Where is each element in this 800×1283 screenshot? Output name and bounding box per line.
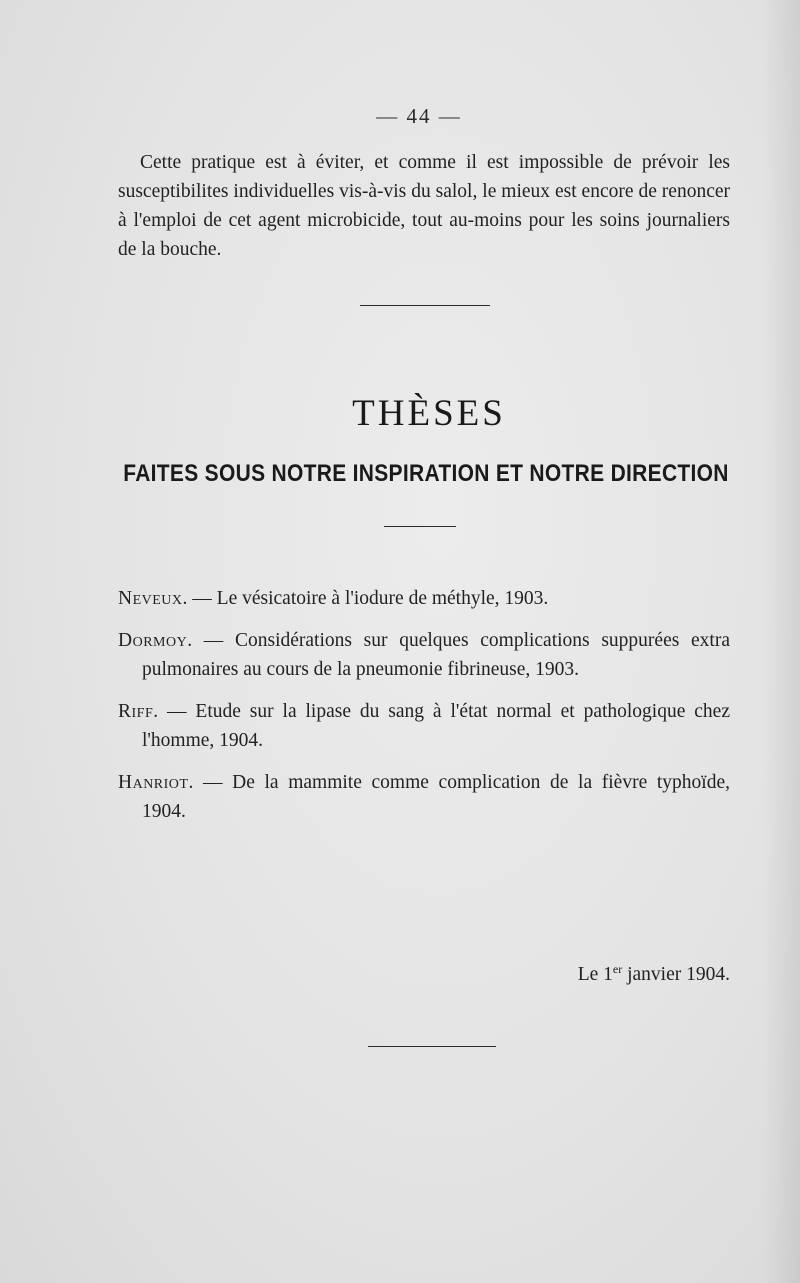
thesis-title: . — Le vésicatoire à l'iodure de méthyle, 1903. <box>182 588 549 609</box>
thesis-entry <box>118 697 730 755</box>
date-line <box>488 955 730 989</box>
thesis-author: Riff <box>118 701 154 722</box>
date-prefix: Le 1 <box>577 964 613 985</box>
separator-rule <box>384 526 456 527</box>
thesis-author: Dormoy <box>118 630 188 651</box>
theses-list <box>118 584 730 839</box>
page-number: — 44 — <box>376 104 462 128</box>
intro-paragraph: Cette pratique est à éviter, et comme il est impossible de prévoir les susceptibilites individuelles vis-à-vis du salol, le mieux est encore de renoncer à l'emploi de cet agent microbicide, tout au-moins pour les soins journaliers de la bouche. <box>118 152 730 260</box>
thesis-entry <box>118 584 730 613</box>
section-subtitle: FAITES SOUS NOTRE INSPIRATION ET NOTRE DIRECTION <box>123 460 729 487</box>
thesis-entry <box>118 626 730 684</box>
thesis-entry <box>118 768 730 826</box>
section-title: THÈSES <box>352 393 506 434</box>
thesis-author: Hanriot <box>118 772 189 793</box>
thesis-title: . — Etude sur la lipase du sang à l'état normal et pathologique chez l'homme, 1904. <box>142 701 730 751</box>
thesis-title: . — De la mammite comme complication de la fièvre typhoïde, 1904. <box>142 772 730 822</box>
page-edge-shadow <box>762 0 800 1283</box>
thesis-title: . — Considérations sur quelques complications suppurées extra pulmonaires au cours de la pneumonie fibrineuse, 1903. <box>142 630 730 680</box>
date-suffix: janvier 1904. <box>622 964 730 985</box>
separator-rule <box>360 305 490 306</box>
separator-rule <box>368 1046 496 1047</box>
thesis-author: Neveux <box>118 588 183 609</box>
date-superscript: er <box>612 962 623 976</box>
intro-paragraph-block <box>118 148 730 264</box>
